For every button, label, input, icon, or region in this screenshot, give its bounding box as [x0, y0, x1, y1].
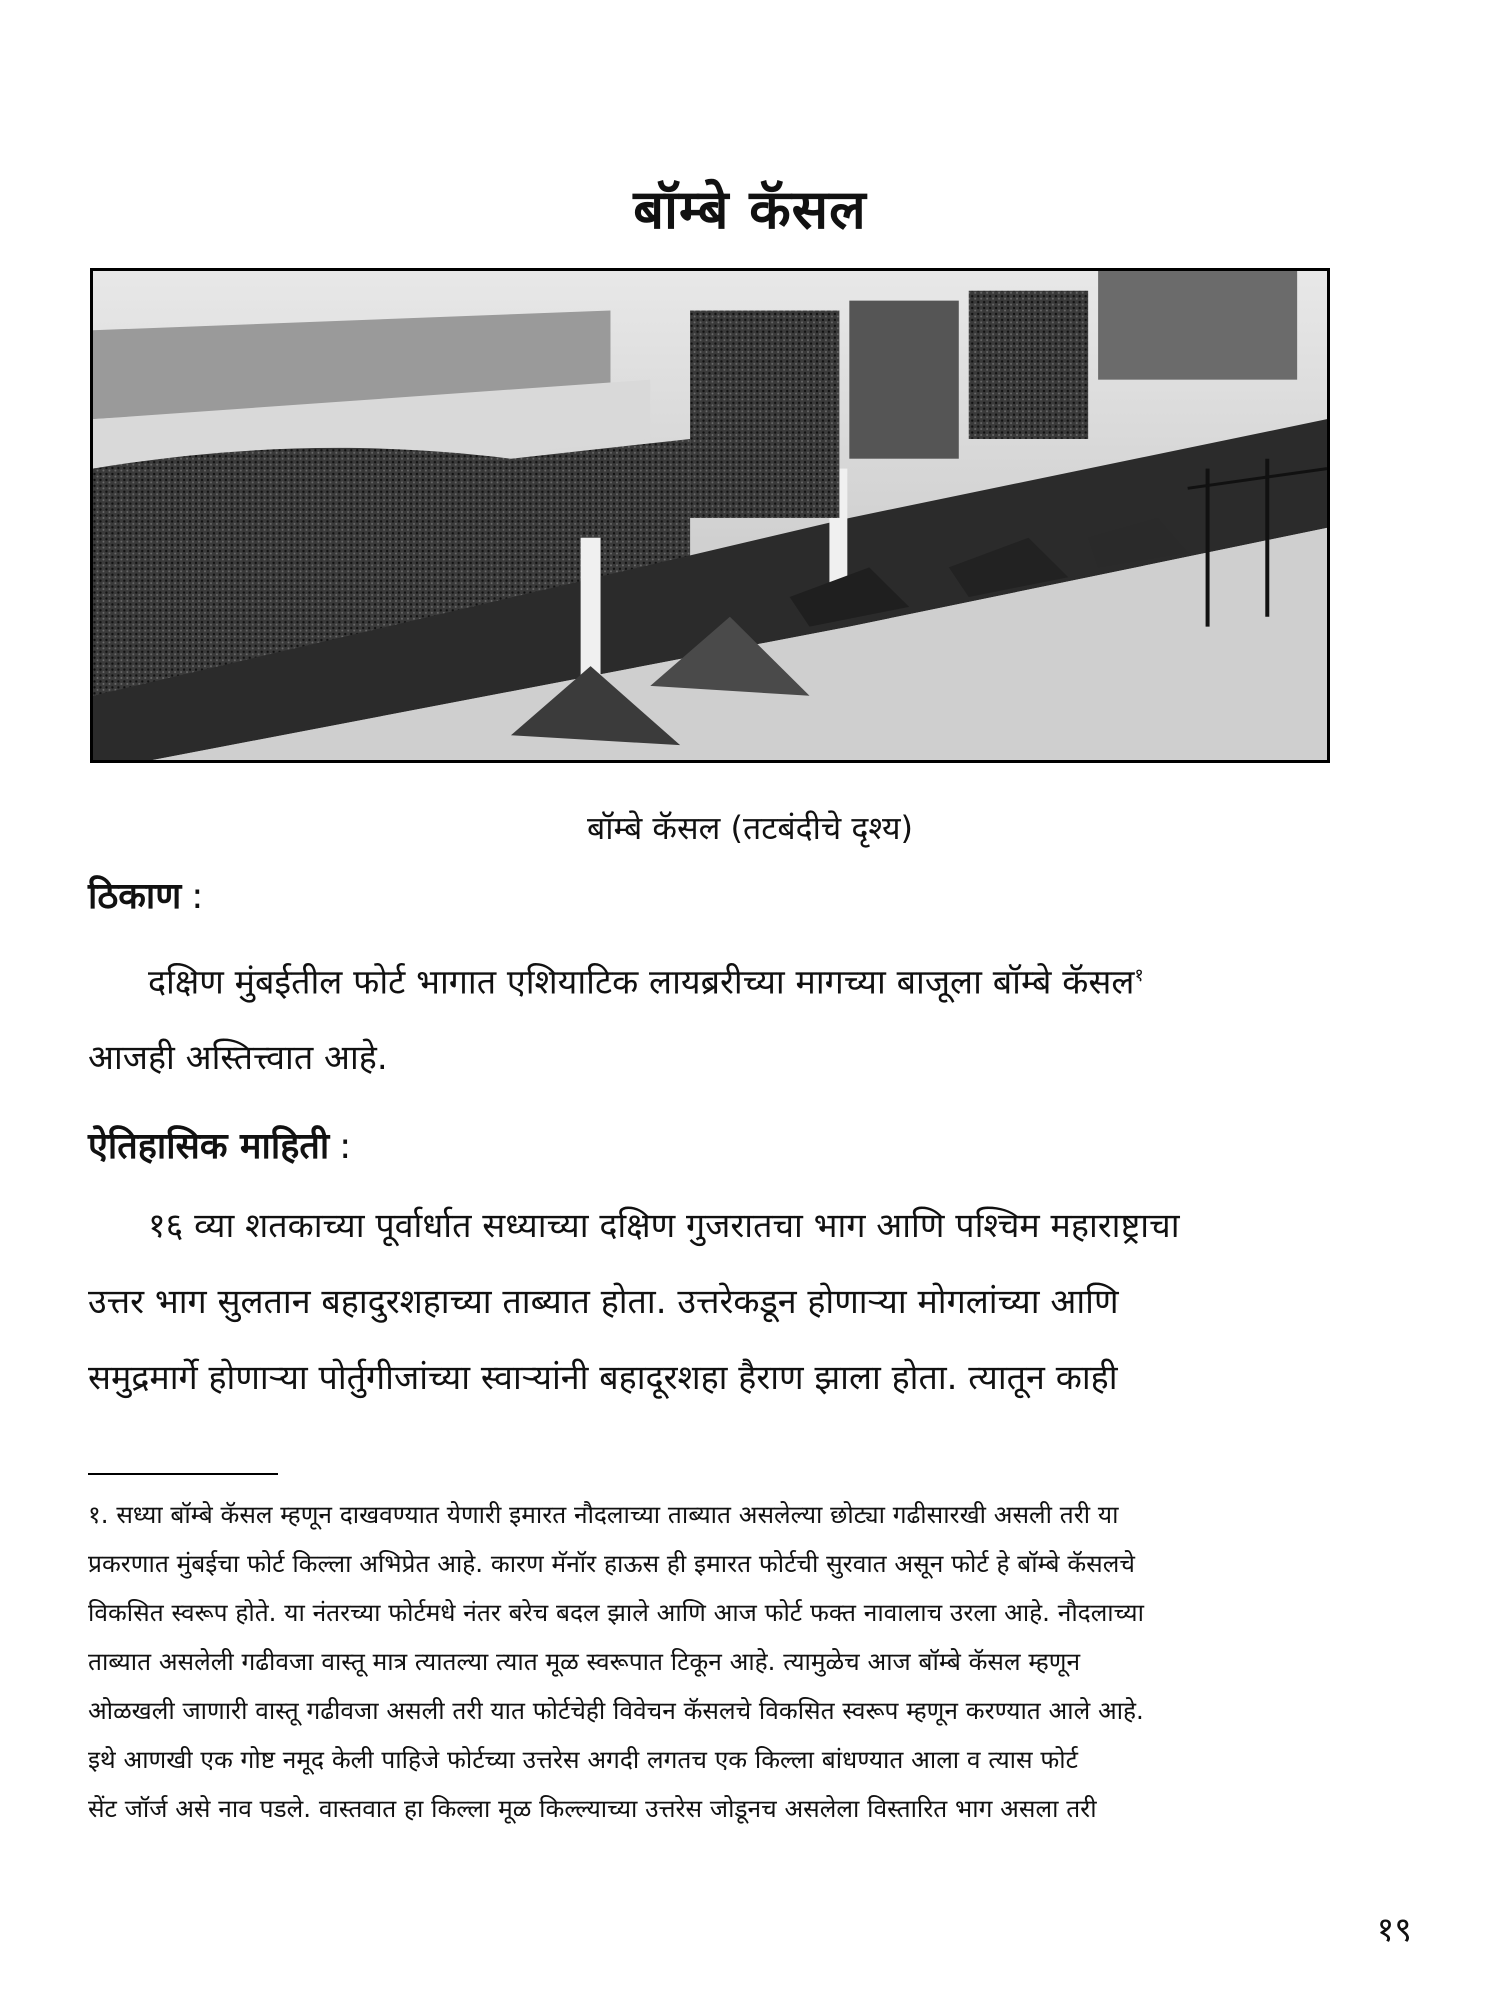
rampart-photo-illustration: [93, 271, 1327, 760]
location-line-2: आजही अस्तित्त्वात आहे.: [88, 1038, 388, 1079]
history-heading-colon: :: [339, 1126, 352, 1167]
location-line-1: [88, 938, 1408, 1020]
fort-photo: [90, 268, 1330, 763]
location-heading: [88, 870, 203, 919]
location-line-1-text: दक्षिण मुंबईतील फोर्ट भागात एशियाटिक लायब्ररीच्या मागच्या बाजूला बॉम्बे कॅसल: [148, 962, 1135, 1003]
history-line-2: उत्तर भाग सुलतान बहादुरशहाच्या ताब्यात होता. उत्तरेकडून होणाऱ्या मोगलांच्या आणि: [88, 1282, 1119, 1322]
figure-caption: बॉम्बे कॅसल (तटबंदीचे दृश्य): [586, 809, 913, 847]
footnote-line-4: ताब्यात असलेली गढीवजा वास्तू मात्र त्यातल्या त्यात मूळ स्वरूपात टिकून आहे. त्यामुळेच आज बॉम्बे कॅसल म्हणून: [88, 1647, 1081, 1676]
location-heading-text: ठिकाण: [88, 876, 182, 917]
footnote-marker: १: [1134, 965, 1144, 986]
history-line-3: समुद्रमार्गे होणाऱ्या पोर्तुगीजांच्या स्वाऱ्यांनी बहादूरशहा हैराण झाला होता. त्यातून काही: [88, 1358, 1118, 1398]
footnote-line-7: सेंट जॉर्ज असे नाव पडले. वास्तवात हा किल्ला मूळ किल्ल्याच्या उत्तरेस जोडूनच असलेला विस्तारित भाग असला तरी: [88, 1794, 1097, 1823]
location-heading-colon: :: [191, 876, 204, 917]
location-paragraph: [88, 938, 1408, 1096]
footnote: [88, 1490, 1408, 1833]
footnote-line-3: विकसित स्वरूप होते. या नंतरच्या फोर्टमधे नंतर बरेच बदल झाले आणि आज फोर्ट फक्त नावालाच उरला आहे. नौदलाच्या: [88, 1598, 1144, 1627]
page-number: १९: [1376, 1910, 1412, 1950]
footnote-line-5: ओळखली जाणारी वास्तू गढीवजा असली तरी यात फोर्टचेही विवेचन कॅसलचे विकसित स्वरूप म्हणून करण्यात आले आहे.: [88, 1696, 1144, 1725]
footnote-line-2: प्रकरणात मुंबईचा फोर्ट किल्ला अभिप्रेत आहे. कारण मॅनॉर हाऊस ही इमारत फोर्टची सुरवात असून फोर्ट हे बॉम्बे कॅसलचे: [88, 1549, 1135, 1578]
page-title: बॉम्बे कॅसल: [633, 178, 867, 241]
history-paragraph: [88, 1188, 1408, 1416]
footnote-line-1: १. सध्या बॉम्बे कॅसल म्हणून दाखवण्यात येणारी इमारत नौदलाच्या ताब्यात असलेल्या छोट्या गढीसारखी असली तरी या: [88, 1500, 1119, 1529]
history-heading-text: ऐतिहासिक माहिती: [88, 1126, 330, 1167]
footnote-line-6: इथे आणखी एक गोष्ट नमूद केली पाहिजे फोर्टच्या उत्तरेस अगदी लगतच एक किल्ला बांधण्यात आला व त्यास फोर्ट: [88, 1745, 1078, 1774]
history-line-1: १६ व्या शतकाच्या पूर्वार्धात सध्याच्या दक्षिण गुजरातचा भाग आणि पश्चिम महाराष्ट्राचा: [148, 1206, 1180, 1246]
history-heading: [88, 1120, 351, 1169]
footnote-divider: [88, 1473, 278, 1475]
